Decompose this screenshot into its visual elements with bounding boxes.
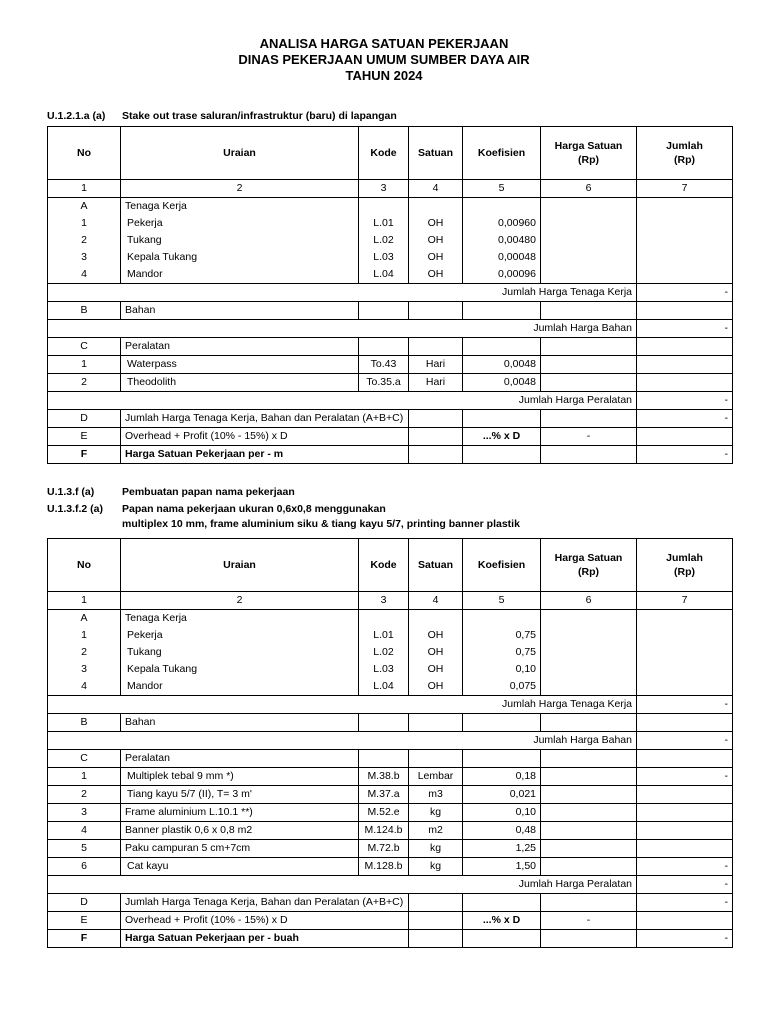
row-no: 2 (48, 786, 121, 804)
row-koefisien: 0,0048 (463, 356, 541, 374)
row-satuan: Lembar (409, 768, 463, 786)
group-row-b (48, 302, 733, 320)
row-satuan: Hari (409, 356, 463, 374)
header-uraian: Uraian (121, 127, 359, 180)
colnum: 5 (463, 180, 541, 198)
row-no: 1 (48, 627, 121, 644)
row-label: Peralatan (121, 750, 359, 768)
row-koefisien: 0,00960 (463, 215, 541, 232)
subtotal-row-bahan (48, 320, 733, 338)
row-label: Tenaga Kerja (121, 610, 359, 628)
row-koefisien: ...% x D (463, 428, 541, 446)
row-e (48, 428, 733, 446)
section2-desc: Pembuatan papan nama pekerjaan (122, 486, 295, 498)
group-row-c (48, 750, 733, 768)
group-row-a (48, 610, 733, 628)
row-koefisien: 1,25 (463, 840, 541, 858)
colnum: 1 (48, 592, 121, 610)
row-no: 1 (48, 356, 121, 374)
section2-code2: U.1.3.f.2 (a) (47, 503, 104, 515)
table-header-row (48, 127, 733, 180)
row-koefisien: 0,10 (463, 661, 541, 678)
row-koefisien: 0,00048 (463, 249, 541, 266)
row-kode: M.124.b (359, 822, 409, 840)
row-value: - (637, 446, 733, 464)
row-uraian: Theodolith (121, 374, 359, 392)
section1-desc: Stake out trase saluran/infrastruktur (baru) di lapangan (122, 110, 397, 122)
row-uraian: Kepala Tukang (121, 661, 359, 678)
row-label: Peralatan (121, 338, 359, 356)
row-label: Tenaga Kerja (121, 198, 359, 216)
row-koefisien: 0,00096 (463, 266, 541, 284)
row-kode: L.04 (359, 266, 409, 284)
header-satuan: Satuan (409, 127, 463, 180)
row-no: 1 (48, 768, 121, 786)
section2-subheading-2 (47, 518, 520, 530)
row-no: D (48, 410, 121, 428)
row-satuan: OH (409, 232, 463, 249)
table-row (48, 627, 733, 644)
row-no: 4 (48, 266, 121, 284)
row-no: 3 (48, 661, 121, 678)
row-harga: - (541, 912, 637, 930)
colnum: 7 (637, 592, 733, 610)
section1-table (47, 126, 733, 464)
row-f (48, 930, 733, 948)
row-no: E (48, 912, 121, 930)
row-uraian: Mandor (121, 678, 359, 696)
table-row (48, 266, 733, 284)
row-satuan: OH (409, 661, 463, 678)
subtotal-row-tools (48, 392, 733, 410)
document-title (0, 36, 768, 84)
row-label: Overhead + Profit (10% - 15%) x D (121, 428, 409, 446)
row-satuan: OH (409, 249, 463, 266)
subtotal-value: - (637, 320, 733, 338)
table-header-row (48, 539, 733, 592)
header-harga-satuan: Harga Satuan (Rp) (541, 127, 637, 180)
column-number-row (48, 180, 733, 198)
header-koefisien: Koefisien (463, 539, 541, 592)
section2-table (47, 538, 733, 948)
row-no: 3 (48, 804, 121, 822)
row-kode: M.72.b (359, 840, 409, 858)
row-satuan: OH (409, 644, 463, 661)
row-kode: L.02 (359, 644, 409, 661)
row-no: C (48, 338, 121, 356)
row-label: Bahan (121, 302, 359, 320)
table-row (48, 215, 733, 232)
row-uraian: Frame aluminium L.10.1 **) (121, 804, 359, 822)
colnum: 3 (359, 592, 409, 610)
row-kode: L.02 (359, 232, 409, 249)
row-kode: M.38.b (359, 768, 409, 786)
row-koefisien: ...% x D (463, 912, 541, 930)
row-d (48, 410, 733, 428)
row-satuan: m2 (409, 822, 463, 840)
row-kode: L.04 (359, 678, 409, 696)
row-uraian: Tiang kayu 5/7 (II), T= 3 m' (121, 786, 359, 804)
row-koefisien: 0,75 (463, 644, 541, 661)
header-kode: Kode (359, 539, 409, 592)
header-jumlah: Jumlah (Rp) (637, 539, 733, 592)
row-label: Harga Satuan Pekerjaan per - m (121, 446, 409, 464)
table-row (48, 644, 733, 661)
colnum: 6 (541, 592, 637, 610)
subtotal-value: - (637, 284, 733, 302)
row-satuan: kg (409, 804, 463, 822)
row-jumlah (637, 804, 733, 822)
row-koefisien: 0,10 (463, 804, 541, 822)
row-no: E (48, 428, 121, 446)
row-kode: To.43 (359, 356, 409, 374)
row-no: 6 (48, 858, 121, 876)
title-line-2: DINAS PEKERJAAN UMUM SUMBER DAYA AIR (238, 52, 530, 67)
row-uraian: Banner plastik 0,6 x 0,8 m2 (121, 822, 359, 840)
colnum: 3 (359, 180, 409, 198)
row-koefisien: 0,48 (463, 822, 541, 840)
row-uraian: Mandor (121, 266, 359, 284)
row-kode: M.128.b (359, 858, 409, 876)
subtotal-row-labor (48, 284, 733, 302)
row-jumlah: - (637, 858, 733, 876)
row-kode: L.01 (359, 215, 409, 232)
row-satuan: OH (409, 627, 463, 644)
header-satuan: Satuan (409, 539, 463, 592)
colnum: 4 (409, 592, 463, 610)
colnum: 6 (541, 180, 637, 198)
row-uraian: Paku campuran 5 cm+7cm (121, 840, 359, 858)
subtotal-value: - (637, 732, 733, 750)
subtotal-label: Jumlah Harga Tenaga Kerja (48, 284, 637, 302)
section1-heading (47, 110, 397, 122)
header-kode: Kode (359, 127, 409, 180)
section2-subheading (47, 503, 386, 515)
row-koefisien: 0,18 (463, 768, 541, 786)
table-row (48, 804, 733, 822)
row-satuan: kg (409, 840, 463, 858)
row-kode: L.01 (359, 627, 409, 644)
colnum: 4 (409, 180, 463, 198)
table-row (48, 678, 733, 696)
row-no: A (48, 198, 121, 216)
row-no: C (48, 750, 121, 768)
section2-desc3: multiplex 10 mm, frame aluminium siku & tiang kayu 5/7, printing banner plastik (122, 518, 520, 530)
row-label: Harga Satuan Pekerjaan per - buah (121, 930, 409, 948)
row-no: B (48, 302, 121, 320)
colnum: 2 (121, 592, 359, 610)
row-no: 4 (48, 822, 121, 840)
subtotal-label: Jumlah Harga Bahan (48, 732, 637, 750)
row-koefisien: 0,075 (463, 678, 541, 696)
row-uraian: Kepala Tukang (121, 249, 359, 266)
colnum: 5 (463, 592, 541, 610)
row-satuan: OH (409, 266, 463, 284)
row-no: 2 (48, 644, 121, 661)
subtotal-label: Jumlah Harga Peralatan (48, 392, 637, 410)
row-no: 4 (48, 678, 121, 696)
row-no: 1 (48, 215, 121, 232)
table-row (48, 822, 733, 840)
row-no: 5 (48, 840, 121, 858)
row-f (48, 446, 733, 464)
subtotal-value: - (637, 696, 733, 714)
table-row (48, 661, 733, 678)
row-value: - (637, 930, 733, 948)
row-koefisien: 0,00480 (463, 232, 541, 249)
table-row (48, 768, 733, 786)
row-d (48, 894, 733, 912)
row-jumlah (637, 786, 733, 804)
header-no: No (48, 539, 121, 592)
row-jumlah (637, 822, 733, 840)
row-no: 3 (48, 249, 121, 266)
row-satuan: OH (409, 678, 463, 696)
row-uraian: Tukang (121, 644, 359, 661)
table-row (48, 858, 733, 876)
section1-code: U.1.2.1.a (a) (47, 110, 106, 122)
row-uraian: Tukang (121, 232, 359, 249)
row-jumlah (637, 356, 733, 374)
row-kode: M.52.e (359, 804, 409, 822)
subtotal-value: - (637, 392, 733, 410)
table-row (48, 356, 733, 374)
row-no: B (48, 714, 121, 732)
row-jumlah (637, 840, 733, 858)
title-line-1: ANALISA HARGA SATUAN PEKERJAAN (259, 36, 509, 51)
row-koefisien: 0,021 (463, 786, 541, 804)
row-label: Jumlah Harga Tenaga Kerja, Bahan dan Peralatan (A+B+C) (121, 894, 409, 912)
row-kode: M.37.a (359, 786, 409, 804)
row-kode: L.03 (359, 249, 409, 266)
subtotal-row-bahan (48, 732, 733, 750)
row-label: Overhead + Profit (10% - 15%) x D (121, 912, 409, 930)
subtotal-label: Jumlah Harga Bahan (48, 320, 637, 338)
colnum: 2 (121, 180, 359, 198)
row-label: Bahan (121, 714, 359, 732)
header-uraian: Uraian (121, 539, 359, 592)
section2-heading (47, 486, 295, 498)
colnum: 1 (48, 180, 121, 198)
title-line-3: TAHUN 2024 (345, 68, 423, 83)
row-koefisien: 1,50 (463, 858, 541, 876)
row-kode: L.03 (359, 661, 409, 678)
subtotal-row-labor (48, 696, 733, 714)
subtotal-row-tools (48, 876, 733, 894)
row-no: D (48, 894, 121, 912)
row-jumlah (637, 374, 733, 392)
row-satuan: OH (409, 215, 463, 232)
row-no: F (48, 446, 121, 464)
row-jumlah: - (637, 768, 733, 786)
row-e (48, 912, 733, 930)
table-row (48, 249, 733, 266)
subtotal-value: - (637, 876, 733, 894)
row-no: 2 (48, 232, 121, 249)
row-koefisien: 0,0048 (463, 374, 541, 392)
header-jumlah: Jumlah (Rp) (637, 127, 733, 180)
row-harga: - (541, 428, 637, 446)
row-label: Jumlah Harga Tenaga Kerja, Bahan dan Peralatan (A+B+C) (121, 410, 409, 428)
table-row (48, 840, 733, 858)
header-harga-satuan: Harga Satuan (Rp) (541, 539, 637, 592)
table-row (48, 786, 733, 804)
table-row (48, 232, 733, 249)
row-no: A (48, 610, 121, 628)
subtotal-label: Jumlah Harga Tenaga Kerja (48, 696, 637, 714)
row-uraian: Pekerja (121, 627, 359, 644)
group-row-b (48, 714, 733, 732)
section2-code: U.1.3.f (a) (47, 486, 95, 498)
row-uraian: Waterpass (121, 356, 359, 374)
colnum: 7 (637, 180, 733, 198)
row-uraian: Multiplek tebal 9 mm *) (121, 768, 359, 786)
column-number-row (48, 592, 733, 610)
header-koefisien: Koefisien (463, 127, 541, 180)
row-no: F (48, 930, 121, 948)
row-satuan: Hari (409, 374, 463, 392)
row-koefisien: 0,75 (463, 627, 541, 644)
section2-desc2: Papan nama pekerjaan ukuran 0,6x0,8 menggunakan (122, 503, 386, 515)
row-no: 2 (48, 374, 121, 392)
row-satuan: m3 (409, 786, 463, 804)
row-satuan: kg (409, 858, 463, 876)
row-uraian: Pekerja (121, 215, 359, 232)
group-row-a (48, 198, 733, 216)
group-row-c (48, 338, 733, 356)
row-value: - (637, 894, 733, 912)
header-no: No (48, 127, 121, 180)
subtotal-label: Jumlah Harga Peralatan (48, 876, 637, 894)
row-value: - (637, 410, 733, 428)
row-uraian: Cat kayu (121, 858, 359, 876)
table-row (48, 374, 733, 392)
row-kode: To.35.a (359, 374, 409, 392)
